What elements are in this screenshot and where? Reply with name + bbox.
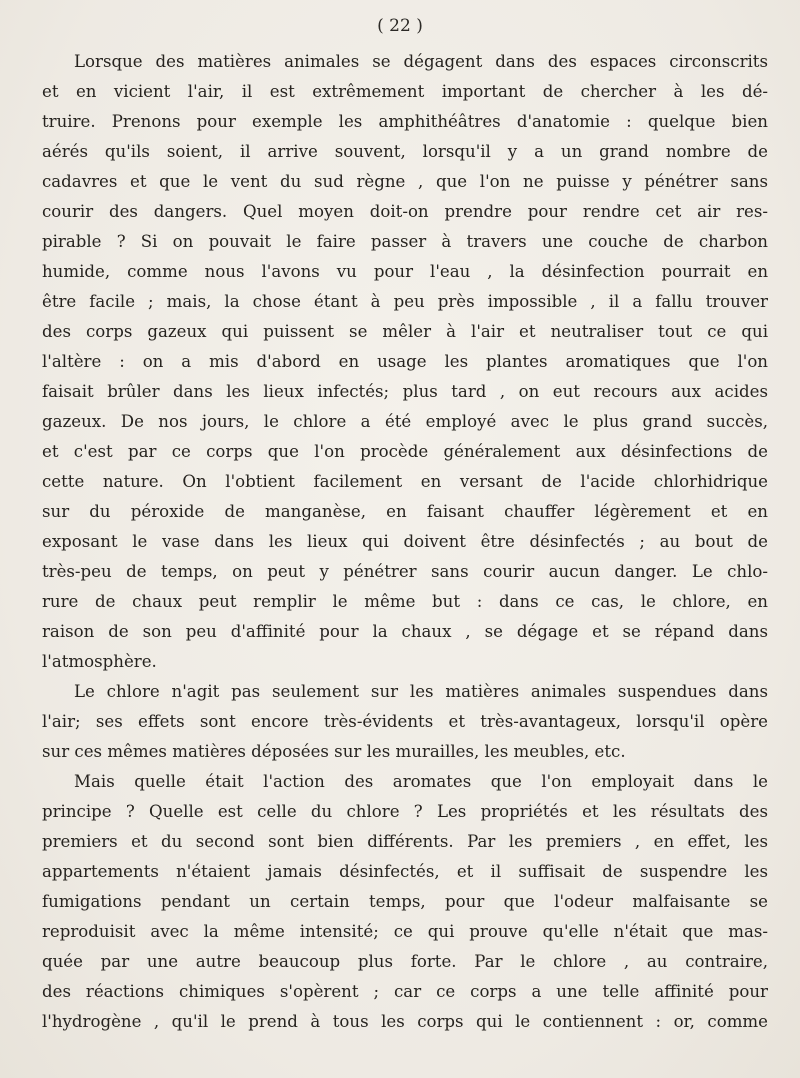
text-line: des corps gazeux qui puissent se mêler à l'air et neutraliser tout ce qui [42,322,768,341]
text-line: Lorsque des matières animales se dégagent dans des espaces circonscrits [74,52,768,71]
text-line: et c'est par ce corps que l'on procède généralement aux désinfections de [42,442,768,461]
page-number: ( 22 ) [377,16,423,36]
text-line: principe ? Quelle est celle du chlore ? Les propriétés et les résultats des [42,802,768,821]
text-line: cadavres et que le vent du sud règne , que l'on ne puisse y pénétrer sans [42,172,768,191]
text-line: gazeux. De nos jours, le chlore a été employé avec le plus grand succès, [42,412,768,431]
text-line: exposant le vase dans les lieux qui doivent être désinfectés ; au bout de [42,532,768,551]
text-line: l'hydrogène , qu'il le prend à tous les corps qui le contiennent : or, comme [42,1012,768,1031]
text-line: faisait brûler dans les lieux infectés; plus tard , on eut recours aux acides [42,382,768,401]
text-line: humide, comme nous l'avons vu pour l'eau , la désinfection pourrait en [42,262,768,281]
text-line: l'air; ses effets sont encore très-évidents et très-avantageux, lorsqu'il opère [42,712,768,731]
text-line: cette nature. On l'obtient facilement en versant de l'acide chlorhidrique [42,472,768,491]
text-line: quée par une autre beaucoup plus forte. Par le chlore , au contraire, [42,952,768,971]
text-line: l'atmosphère. [42,652,157,671]
text-line: appartements n'étaient jamais désinfectés, et il suffisait de suspendre les [42,862,768,881]
text-line: pirable ? Si on pouvait le faire passer à travers une couche de charbon [42,232,768,251]
text-line: des réactions chimiques s'opèrent ; car ce corps a une telle affinité pour [42,982,768,1001]
text-line: Mais quelle était l'action des aromates que l'on employait dans le [74,772,768,791]
text-line: très-peu de temps, on peut y pénétrer sans courir aucun danger. Le chlo- [42,562,768,581]
text-line: sur du péroxide de manganèse, en faisant chauffer légèrement et en [42,502,768,521]
text-line: l'altère : on a mis d'abord en usage les plantes aromatiques que l'on [42,352,768,371]
text-line: raison de son peu d'affinité pour la chaux , se dégage et se répand dans [42,622,768,641]
text-line: courir des dangers. Quel moyen doit-on prendre pour rendre cet air res- [42,202,768,221]
text-line: Le chlore n'agit pas seulement sur les matières animales suspendues dans [74,682,768,701]
text-line: aérés qu'ils soient, il arrive souvent, lorsqu'il y a un grand nombre de [42,142,768,161]
text-line: premiers et du second sont bien différents. Par les premiers , en effet, les [42,832,768,851]
text-line: truire. Prenons pour exemple les amphithéâtres d'anatomie : quelque bien [42,112,768,131]
body-text [42,47,768,1037]
text-line: reproduisit avec la même intensité; ce qui prouve qu'elle n'était que mas- [42,922,768,941]
text-line: être facile ; mais, la chose étant à peu près impossible , il a fallu trouver [42,292,768,311]
text-line: fumigations pendant un certain temps, pour que l'odeur malfaisante se [42,892,768,911]
text-line: rure de chaux peut remplir le même but : dans ce cas, le chlore, en [42,592,768,611]
text-line: et en vicient l'air, il est extrêmement important de chercher à les dé- [42,82,768,101]
text-line: sur ces mêmes matières déposées sur les murailles, les meubles, etc. [42,742,626,761]
